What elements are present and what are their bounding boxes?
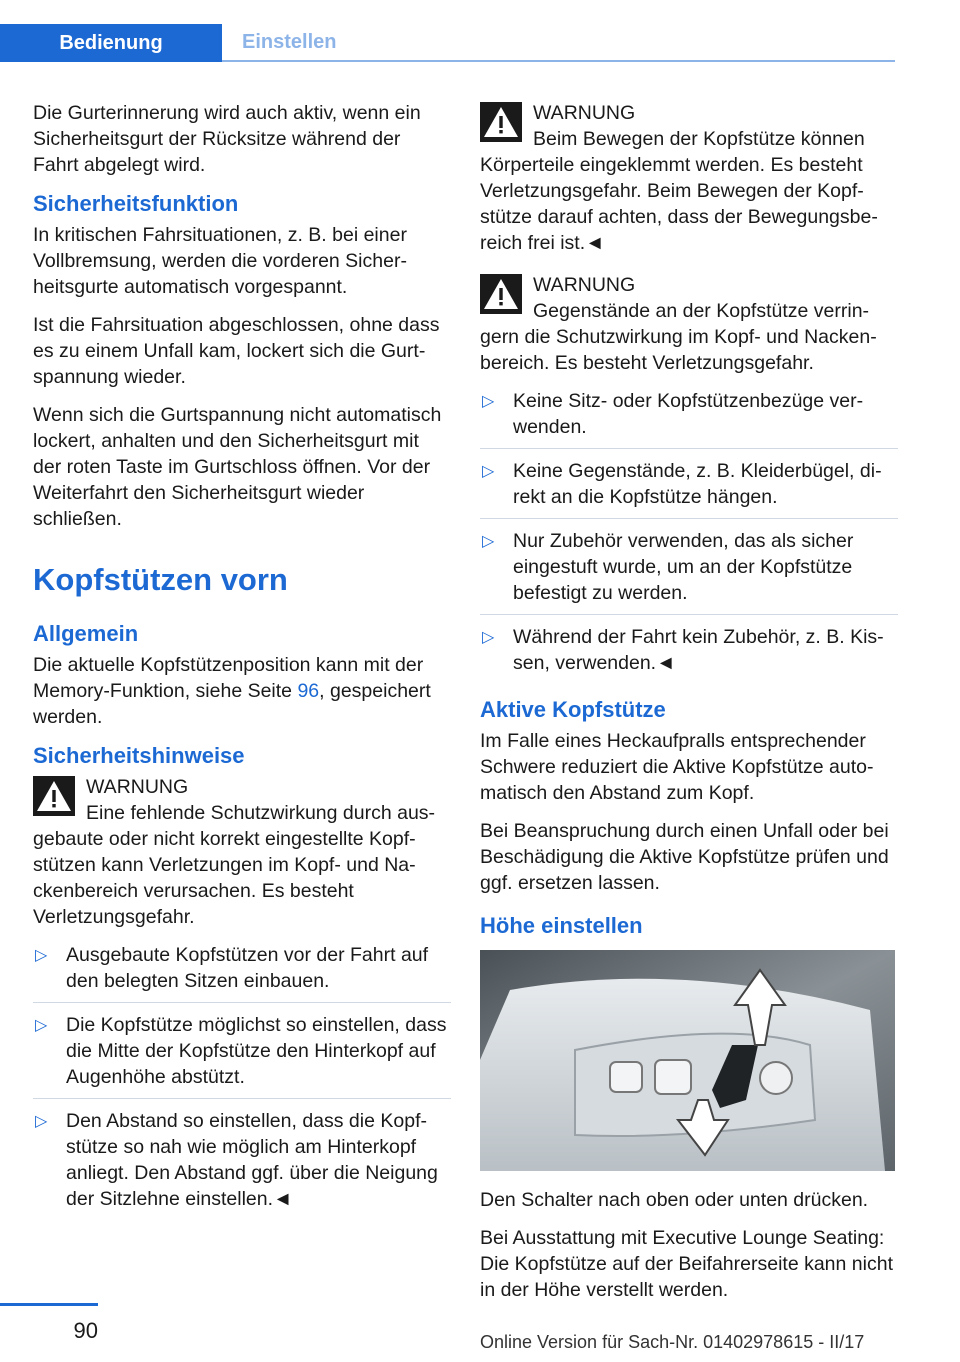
general-heading: Allgemein <box>33 621 139 646</box>
triangle-bullet-icon: ▷ <box>35 947 48 964</box>
section-title: Kopfstützen vorn <box>33 562 288 597</box>
warning-text: Eine fehlende Schutzwirkung durch ausgebaute oder nicht korrekt eingestellte Kopfstützen kann Verletzungen im Kopf- und Nackenbereich verursachen. Es besteht Verletzungsgefahr. <box>33 802 436 928</box>
list-item <box>480 528 898 615</box>
triangle-bullet-icon: ▷ <box>482 533 495 550</box>
page-link[interactable]: 96 <box>297 680 320 702</box>
list-item <box>480 624 898 684</box>
safety-paragraph-3: Wenn sich die Gurtspannung nicht automatisch lockert, anhalten und den Sicherheitsgurt mit der roten Taste im Gurtschloss öffnen. Vor der Weiterfahrt den Sicherheitsgurt wieder schließen. <box>33 404 442 530</box>
left-bullet-list <box>33 942 451 1220</box>
safety-hints-heading: Sicherheitshinweise <box>33 743 245 768</box>
height-adjust-heading: Höhe einstellen <box>480 913 643 938</box>
safety-paragraph-1: In kritischen Fahrsituationen, z. B. bei einer Vollbremsung, werden die vorderen Sicherheitsgurte automatisch vorgespannt. <box>33 224 407 298</box>
list-item-text: Keine Gegenstände, z. B. Kleiderbügel, direkt an die Kopfstütze hängen. <box>513 460 882 508</box>
general-text: Die aktuelle Kopfstützenposition kann mit der Memory-Funktion, siehe Seite <box>33 654 424 702</box>
list-item <box>33 1012 451 1099</box>
warning-text: Gegenstände an der Kopfstütze verringern die Schutzwirkung im Kopf- und Nackenbereich. Es besteht Verletzungsgefahr. <box>480 300 877 374</box>
list-item-text: Den Abstand so einstellen, dass die Kopfstütze so nah wie möglich am Hinterkopf anliegt. Den Abstand ggf. über die Neigung der Sitzlehne einstellen.◄ <box>66 1110 438 1210</box>
triangle-bullet-icon: ▷ <box>482 463 495 480</box>
warning-title: WARNUNG <box>533 102 636 124</box>
list-item-text: Während der Fahrt kein Zubehör, z. B. Kissen, verwenden.◄ <box>513 626 884 674</box>
page-number: 90 <box>73 1318 98 1343</box>
list-item-text: Die Kopfstütze möglichst so einstellen, dass die Mitte der Kopfstütze den Hinterkopf auf Augenhöhe abstützt. <box>66 1014 447 1088</box>
triangle-bullet-icon: ▷ <box>35 1113 48 1130</box>
right-column <box>480 100 898 1315</box>
seat-switch-illustration <box>480 950 895 1171</box>
tab-bedienung[interactable]: Bedienung <box>0 24 222 62</box>
list-item <box>480 458 898 519</box>
left-column <box>33 100 451 1232</box>
footer-line <box>0 1303 98 1306</box>
general-text-end: , gespeichert werden. <box>33 680 431 728</box>
list-item-text: Ausgebaute Kopfstützen vor der Fahrt auf den belegten Sitzen einbauen. <box>66 944 429 992</box>
tab-einstellen[interactable]: Einstellen <box>242 30 337 53</box>
list-item-text: Nur Zubehör verwenden, das als sicher eingestuft wurde, um an der Kopfstütze befestigt zu werden. <box>513 530 854 604</box>
general-paragraph <box>33 652 451 730</box>
active-headrest-heading: Aktive Kopfstütze <box>480 697 666 722</box>
active-paragraph-1: Im Falle eines Heckaufpralls entsprechender Schwere reduziert die Aktive Kopfstütze automatisch den Abstand zum Kopf. <box>480 730 874 804</box>
height-paragraph-2: Bei Ausstattung mit Executive Lounge Seating: Die Kopfstütze auf der Beifahrerseite kann nicht in der Höhe verstellt werden. <box>480 1227 893 1301</box>
warning-block <box>480 272 898 376</box>
footer-note: Online Version für Sach-Nr. 01402978615 - II/17 <box>480 1332 865 1352</box>
triangle-bullet-icon: ▷ <box>482 393 495 410</box>
header-tabs <box>0 0 895 62</box>
list-item <box>33 942 451 1003</box>
list-item-text: Keine Sitz- oder Kopfstützenbezüge verwenden. <box>513 390 864 438</box>
warning-icon <box>33 776 75 816</box>
warning-text: Beim Bewegen der Kopfstütze können Körperteile eingeklemmt werden. Es besteht Verletzungsgefahr. Beim Bewegen der Kopfstütze darauf achten, dass der Bewegungsbereich frei ist.◄ <box>480 128 878 254</box>
warning-title: WARNUNG <box>86 776 189 798</box>
right-bullet-list <box>480 388 898 684</box>
warning-block <box>480 100 898 256</box>
triangle-bullet-icon: ▷ <box>35 1017 48 1034</box>
intro-paragraph: Die Gurterinnerung wird auch aktiv, wenn ein Sicherheitsgurt der Rücksitze während der Fahrt abgelegt wird. <box>33 102 421 176</box>
active-paragraph-2: Bei Beanspruchung durch einen Unfall oder bei Beschädigung die Aktive Kopfstütze prüfen und ggf. ersetzen lassen. <box>480 820 889 894</box>
warning-block <box>33 774 451 930</box>
list-item <box>33 1108 451 1220</box>
safety-paragraph-2: Ist die Fahrsituation abgeschlossen, ohne dass es zu einem Unfall kam, lockert sich die Gurtspannung wieder. <box>33 314 440 388</box>
warning-icon <box>480 102 522 142</box>
triangle-bullet-icon: ▷ <box>482 629 495 646</box>
warning-icon <box>480 274 522 314</box>
safety-function-heading: Sicherheitsfunktion <box>33 191 239 216</box>
warning-title: WARNUNG <box>533 274 636 296</box>
tab-underline <box>222 60 895 62</box>
height-paragraph-1: Den Schalter nach oben oder unten drücken. <box>480 1189 869 1211</box>
list-item <box>480 388 898 449</box>
